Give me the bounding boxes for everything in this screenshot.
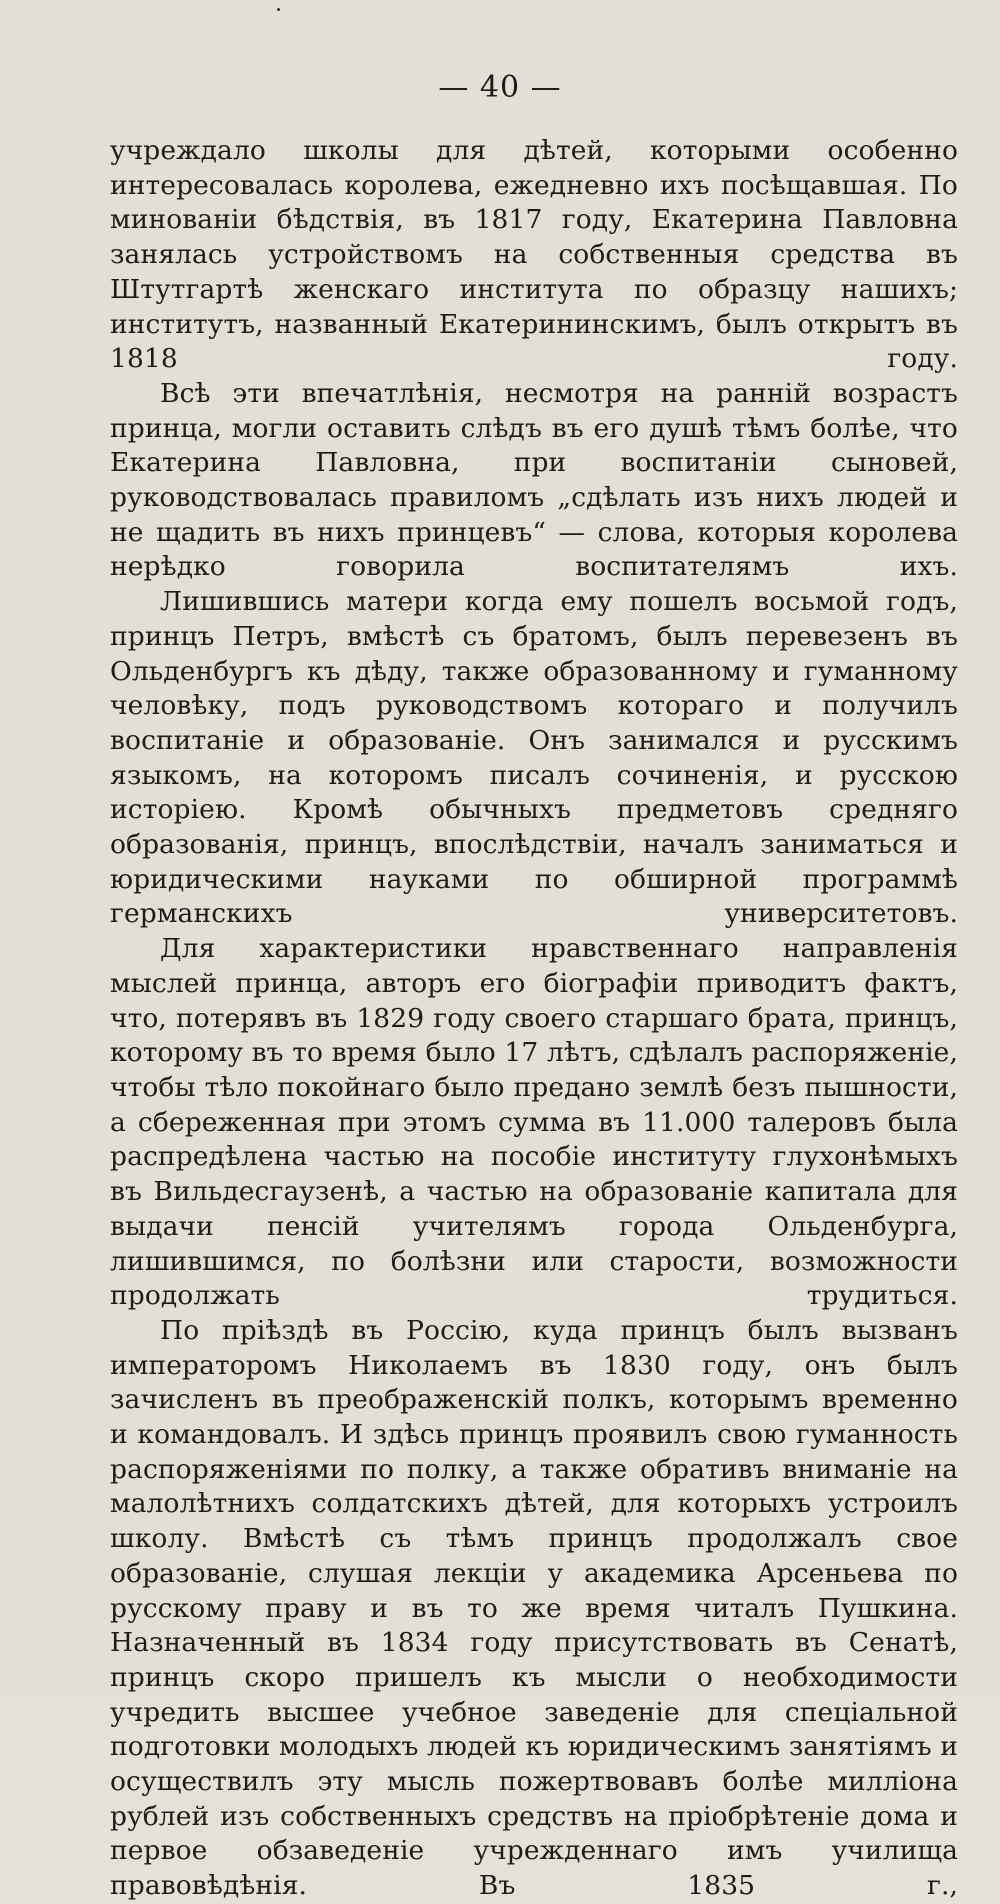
page-number: — 40 — xyxy=(438,70,562,105)
paragraph-5: По пріѣздѣ въ Россію, куда принцъ былъ вызванъ императоромъ Николаемъ въ 1830 году, онъ былъ зачисленъ въ преображенскій полкъ, которымъ временно и командовалъ. И здѣсь принцъ проявилъ свою гуманность распоряженіями по полку, а также обративъ вниманіе на малолѣтнихъ солдатскихъ дѣтей, для которыхъ устроилъ школу. Вмѣстѣ съ тѣмъ принцъ продолжалъ свое образованіе, слушая лекціи у академика Арсеньева по русскому праву и въ то же время читалъ Пушкина. Назначенный въ 1834 году присутствовать въ Сенатѣ, принцъ скоро пришелъ къ мысли о необходимости учредить высшее учебное заведеніе для спеціальной подготовки молодыхъ людей къ юридическимъ занятіямъ и осуществилъ эту мысль пожертвовавъ болѣе милліона рублей изъ собственныхъ средствъ на пріобрѣтеніе дома и первое обзаведеніе учрежденнаго имъ училища правовѣдѣнія. Въ 1835 г., xyxy=(110,1314,958,1902)
ink-speck xyxy=(277,8,280,11)
body-text xyxy=(110,134,958,1904)
paragraph-1: учреждало школы для дѣтей, которыми особенно интересовалась королева, ежедневно ихъ посѣщавшая. По минованіи бѣдствія, въ 1817 году, Екатерина Павловна занялась устройствомъ на собственныя средства въ Штутгартѣ женскаго института по образцу нашихъ; институтъ, названный Екатерининскимъ, былъ открытъ въ 1818 году. xyxy=(110,135,958,375)
paragraph-2: Всѣ эти впечатлѣнія, несмотря на ранній возрастъ принца, могли оставить слѣдъ въ его душѣ тѣмъ болѣе, что Екатерина Павловна, при воспитаніи сыновей, руководствовалась правиломъ „сдѣлать изъ нихъ людей и не щадить въ нихъ принцевъ“ — слова, которыя королева нерѣдко говорила воспитателямъ ихъ. xyxy=(110,377,958,583)
paragraph-3: Лишившись матери когда ему пошелъ восьмой годъ, принцъ Петръ, вмѣстѣ съ братомъ, былъ перевезенъ въ Ольденбургъ къ дѣду, также образованному и гуманному человѣку, подъ руководствомъ котораго и получилъ воспитаніе и образованіе. Онъ занимался и русскимъ языкомъ, на которомъ писалъ сочиненія, и русскою исторіею. Кромѣ обычныхъ предметовъ средняго образованія, принцъ, впослѣдствіи, началъ заниматься и юридическими науками по обширной программѣ германскихъ университетовъ. xyxy=(110,586,958,930)
paragraph-4: Для характеристики нравственнаго направленія мыслей принца, авторъ его біографіи приводитъ фактъ, что, потерявъ въ 1829 году своего старшаго брата, принцъ, которому въ то время было 17 лѣтъ, сдѣлалъ распоряженіе, чтобы тѣло покойнаго было предано землѣ безъ пышности, а сбереженная при этомъ сумма въ 11.000 талеровъ была распредѣлена частью на пособіе институту глухонѣмыхъ въ Вильдесгаузенѣ, а частью на образованіе капитала для выдачи пенсій учителямъ города Ольденбурга, лишившимся, по болѣзни или старости, возможности продолжать трудиться. xyxy=(110,933,958,1312)
